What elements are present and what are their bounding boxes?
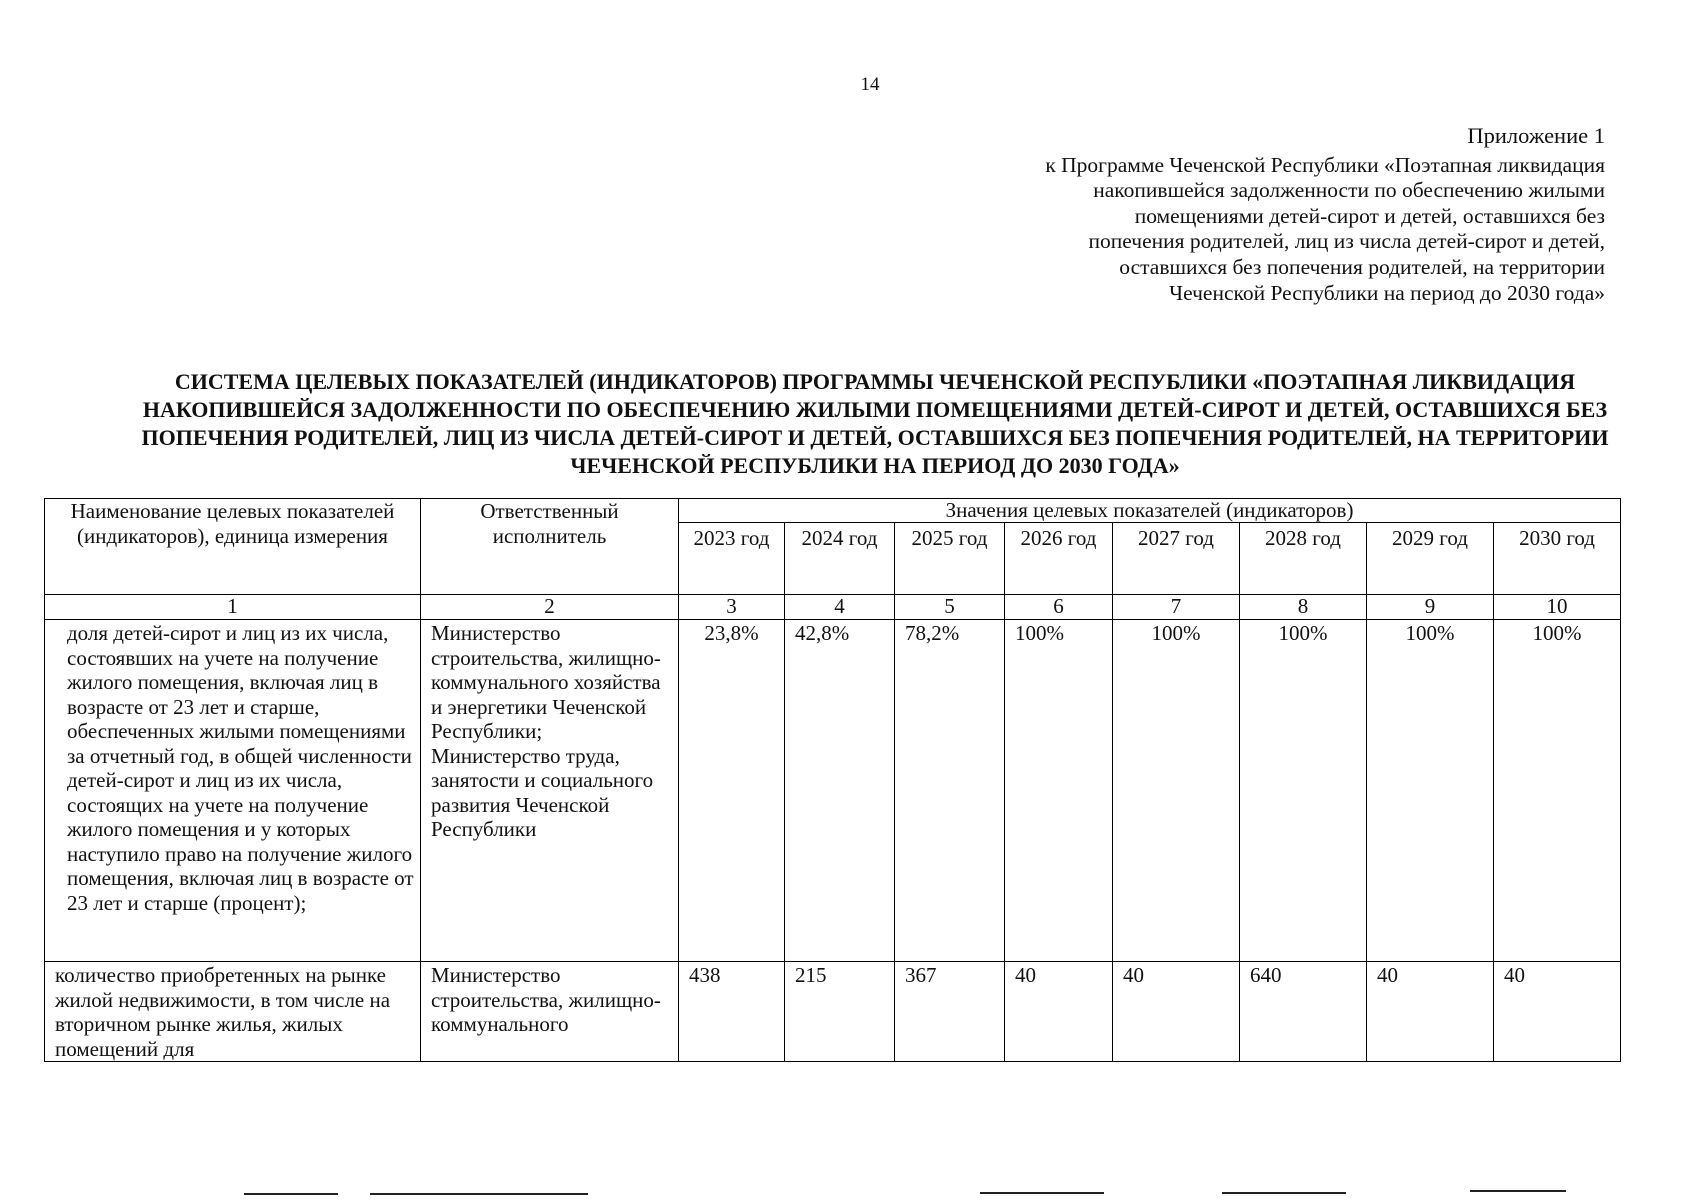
scan-artifact-line <box>1222 1192 1346 1194</box>
indicator-value: 640 <box>1240 962 1367 1062</box>
column-number: 10 <box>1494 595 1621 620</box>
column-number: 2 <box>421 595 679 620</box>
column-number: 5 <box>895 595 1005 620</box>
column-number: 6 <box>1005 595 1113 620</box>
column-number: 3 <box>679 595 785 620</box>
indicator-value: 367 <box>895 962 1005 1062</box>
responsible-executor: Министерство строительства, жилищно-коммунального <box>421 962 679 1062</box>
indicator-value: 100% <box>1005 620 1113 962</box>
page-number: 14 <box>860 74 880 95</box>
indicator-value: 40 <box>1367 962 1494 1062</box>
header-year: 2027 год <box>1113 523 1240 595</box>
appendix-text: к Программе Чеченской Республики «Поэтапная ликвидация накопившейся задолженности по обеспечению жилыми помещениями детей-сирот и детей, оставшихся без попечения родителей, лиц из числа детей-сирот и детей, оставшихся без попечения родителей, на территории Чеченской Республики на период до 2030 года» <box>1045 152 1605 305</box>
indicator-value: 40 <box>1494 962 1621 1062</box>
indicator-value: 438 <box>679 962 785 1062</box>
header-year: 2030 год <box>1494 523 1621 595</box>
header-year: 2025 год <box>895 523 1005 595</box>
header-year: 2026 год <box>1005 523 1113 595</box>
document-title: СИСТЕМА ЦЕЛЕВЫХ ПОКАЗАТЕЛЕЙ (ИНДИКАТОРОВ) ПРОГРАММЫ ЧЕЧЕНСКОЙ РЕСПУБЛИКИ «ПОЭТАПНАЯ ЛИКВИДАЦИЯ НАКОПИВШЕЙСЯ ЗАДОЛЖЕННОСТИ ПО ОБЕСПЕЧЕНИЮ ЖИЛЫМИ ПОМЕЩЕНИЯМИ ДЕТЕЙ-СИРОТ И ДЕТЕЙ, ОСТАВШИХСЯ БЕЗ ПОПЕЧЕНИЯ РОДИТЕЛЕЙ, ЛИЦ ИЗ ЧИСЛА ДЕТЕЙ-СИРОТ И ДЕТЕЙ, ОСТАВШИХСЯ БЕЗ ПОПЕЧЕНИЯ РОДИТЕЛЕЙ, НА ТЕРРИТОРИИ ЧЕЧЕНСКОЙ РЕСПУБЛИКИ НА ПЕРИОД ДО 2030 ГОДА» <box>141 369 1609 478</box>
header-indicator-name: Наименование целевых показателей (индикаторов), единица измерения <box>45 499 421 595</box>
header-values-group: Значения целевых показателей (индикаторов) <box>679 499 1621 523</box>
indicator-value: 40 <box>1113 962 1240 1062</box>
header-year: 2028 год <box>1240 523 1367 595</box>
appendix-block <box>1045 123 1605 306</box>
header-year: 2023 год <box>679 523 785 595</box>
indicator-name: количество приобретенных на рынке жилой недвижимости, в том числе на вторичном рынке жилья, жилых помещений для <box>45 962 421 1062</box>
column-number: 9 <box>1367 595 1494 620</box>
table-row <box>45 620 1621 962</box>
indicator-value: 40 <box>1005 962 1113 1062</box>
column-number: 7 <box>1113 595 1240 620</box>
header-year: 2029 год <box>1367 523 1494 595</box>
indicator-value: 100% <box>1113 620 1240 962</box>
indicator-value: 100% <box>1367 620 1494 962</box>
responsible-executor: Министерство строительства, жилищно-коммунального хозяйства и энергетики Чеченской Республики; Министерство труда, занятости и социального развития Чеченской Республики <box>421 620 679 962</box>
indicator-value: 42,8% <box>785 620 895 962</box>
scan-artifact-line <box>244 1193 338 1195</box>
indicator-value: 78,2% <box>895 620 1005 962</box>
column-number: 1 <box>45 595 421 620</box>
scan-artifact-line <box>980 1192 1104 1194</box>
indicator-value: 23,8% <box>679 620 785 962</box>
header-year: 2024 год <box>785 523 895 595</box>
indicator-value: 100% <box>1240 620 1367 962</box>
header-executor: Ответственный исполнитель <box>421 499 679 595</box>
scan-artifact-line <box>370 1193 588 1195</box>
appendix-heading: Приложение 1 <box>1467 123 1605 148</box>
table-row <box>45 962 1621 1062</box>
column-number: 8 <box>1240 595 1367 620</box>
indicator-value: 100% <box>1494 620 1621 962</box>
scan-artifact-line <box>1470 1190 1566 1192</box>
indicator-name: доля детей-сирот и лиц из их числа, состоявших на учете на получение жилого помещения, включая лиц в возрасте от 23 лет и старше, обеспеченных жилыми помещениями за отчетный год, в общей численности детей-сирот и лиц из их числа, состоящих на учете на получение жилого помещения и у которых наступило право на получение жилого помещения, включая лиц в возрасте от 23 лет и старше (процент); <box>45 620 421 962</box>
indicators-table <box>44 498 1621 1062</box>
indicator-value: 215 <box>785 962 895 1062</box>
column-number: 4 <box>785 595 895 620</box>
column-numbers-row <box>45 595 1621 620</box>
